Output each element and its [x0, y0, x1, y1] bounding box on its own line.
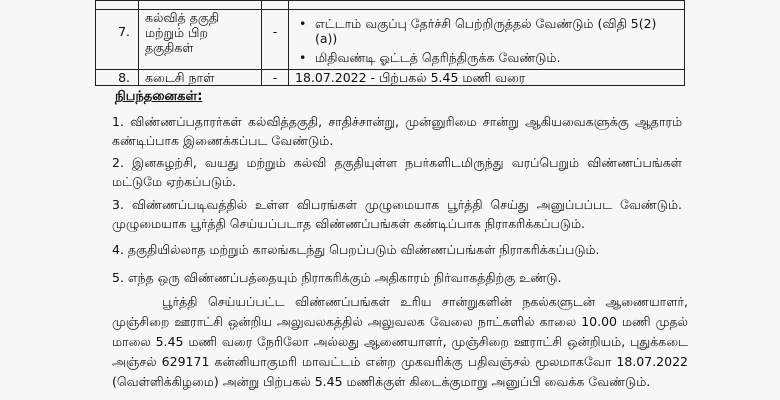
row-value [289, 1, 685, 10]
bullet-list [295, 16, 678, 65]
row-dash [262, 1, 289, 10]
row-value: 18.07.2022 - பிற்பகல் 5.45 மணி வரை [289, 70, 685, 86]
condition-item: 3. விண்ணப்படிவத்தில் உள்ள விபரங்கள் முழுமையாக பூர்த்தி செய்து அனுப்பப்பட வேண்டும். முழுமையாக பூர்த்தி செய்யப்படாத விண்ணப்பங்கள் கண்டிப்பாக நிராகரிக்கப்படும். [112, 197, 682, 231]
row-label: கல்வித் தகுதி மற்றும் பிற தகுதிகள் [139, 10, 262, 70]
row-dash: - [262, 70, 289, 86]
table-row [96, 10, 685, 70]
condition-item: 2. இனசுழற்சி, வயது மற்றும் கல்வி தகுதியுள்ள நபர்களிடமிருந்து வரப்பெறும் விண்ணப்பங்கள் மட்டுமே ஏற்கப்படும். [112, 155, 682, 189]
row-number: 7. [96, 10, 139, 70]
list-item: • எட்டாம் வகுப்பு தேர்ச்சி பெற்றிருத்தல் வேண்டும் (விதி 5(2)(a)) [315, 16, 678, 46]
closing-paragraph: பூர்த்தி செய்யப்பட்ட விண்ணப்பங்கள் உரிய சான்றுகளின் நகல்களுடன் ஆணையாளர், முஞ்சிறை ஊராட்சி ஒன்றிய அலுவலகத்தில் அலுவலக வேலை நாட்களில் காலை 10.00 மணி முதல் மாலை 5.45 மணி வரை நேரிலோ அல்லது ஆணையாளர், முஞ்சிறை ஊராட்சி ஒன்றியம், புதுக்கடை அஞ்சல் 629171 கன்னியாகுமரி மாவட்டம் என்ற முகவரிக்கு பதிவஞ்சல் மூலமாகவோ 18.07.2022 (வெள்ளிக்கிழமை) அன்று பிற்பகல் 5.45 மணிக்குள் கிடைக்குமாறு அனுப்பி வைக்க வேண்டும். [112, 294, 688, 389]
row-number [96, 1, 139, 10]
condition-item: 1. விண்ணப்பதாரர்கள் கல்வித்தகுதி, சாதிச்சான்று, முன்னுரிமை சான்று ஆகியவைகளுக்கு ஆதாரம் கண்டிப்பாக இணைக்கப்பட வேண்டும். [112, 114, 682, 148]
list-item: • மிதிவண்டி ஓட்டத் தெரிந்திருக்க வேண்டும். [315, 50, 678, 65]
row-label: கடைசி நாள் [139, 70, 262, 86]
row-number: 8. [96, 70, 139, 86]
row-label [139, 1, 262, 10]
requirements-table [95, 0, 685, 86]
condition-item: 5. எந்த ஒரு விண்ணப்பத்தையும் நிராகரிக்கும் அதிகாரம் நிர்வாகத்திற்கு உண்டு. [112, 270, 562, 285]
condition-item: 4. தகுதியில்லாத மற்றும் காலங்கடந்து பெறப்படும் விண்ணப்பங்கள் நிராகரிக்கப்படும். [112, 242, 600, 257]
table-row [96, 70, 685, 86]
conditions-heading: நிபந்தனைகள்: [115, 89, 203, 104]
row-dash: - [262, 10, 289, 70]
row-value [289, 10, 685, 70]
table-row [96, 1, 685, 10]
